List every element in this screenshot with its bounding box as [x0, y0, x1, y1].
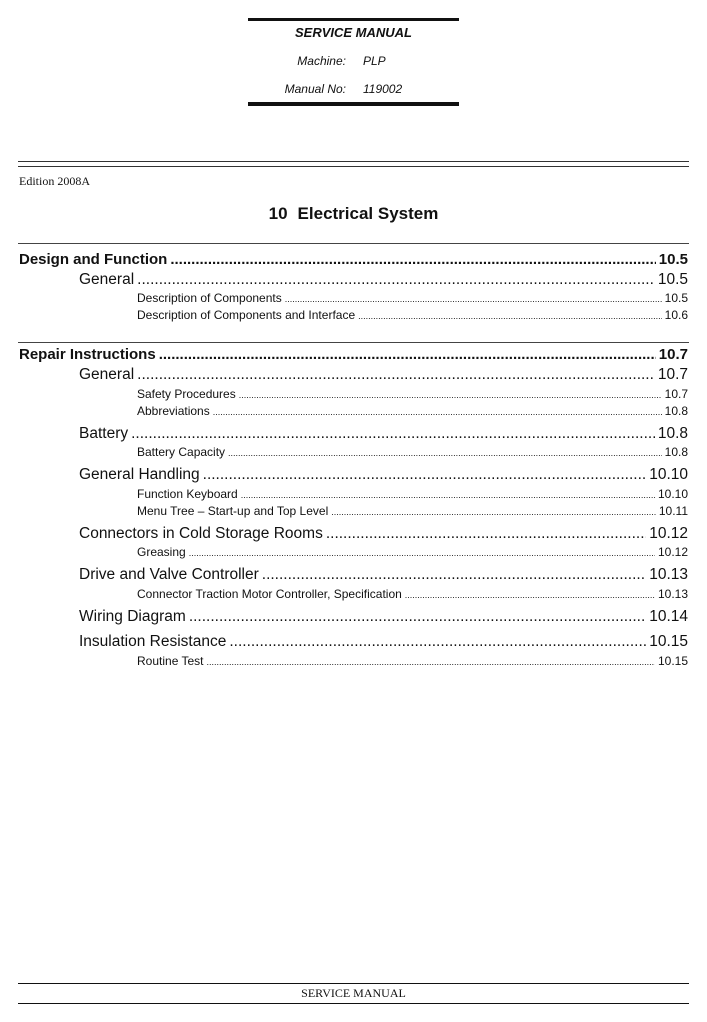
divider-rule — [18, 161, 689, 162]
divider-rule — [18, 166, 689, 167]
toc-section-rule — [18, 342, 689, 343]
toc-entry-title: Abbreviations — [137, 404, 210, 418]
toc-entry-insulation-resistance[interactable] — [79, 633, 688, 652]
toc-entry-page: 10.11 — [658, 504, 688, 518]
footer-rule — [18, 1003, 689, 1004]
chapter-number: 10 — [268, 204, 288, 223]
toc-entry-description-interface[interactable] — [137, 308, 688, 323]
toc-entry-title: Repair Instructions — [19, 346, 156, 363]
machine-value: PLP — [363, 54, 386, 68]
toc-entry-abbreviations[interactable] — [137, 404, 688, 419]
toc-entry-title: Wiring Diagram — [79, 608, 186, 625]
toc-entry-title: Safety Procedures — [137, 387, 236, 401]
toc-entry-page: 10.8 — [664, 445, 688, 459]
toc-entry-page: 10.8 — [657, 425, 688, 442]
toc-entry-title: General Handling — [79, 466, 200, 483]
toc-entry-title: Battery — [79, 425, 129, 442]
toc-entry-menu-tree[interactable] — [137, 504, 688, 519]
toc-entry-page: 10.12 — [657, 545, 688, 559]
machine-label: Machine: — [297, 54, 346, 68]
toc-entry-connectors-cold-storage[interactable] — [79, 525, 688, 544]
toc-entry-greasing[interactable] — [137, 545, 688, 560]
toc-entry-safety-procedures[interactable] — [137, 387, 688, 402]
edition-label: Edition 2008A — [19, 174, 90, 188]
toc-entry-title: General — [79, 366, 135, 383]
toc-entry-title: Menu Tree – Start-up and Top Level — [137, 504, 329, 518]
toc-entry-description-components[interactable] — [137, 291, 688, 306]
toc-entry-page: 10.15 — [649, 633, 688, 650]
toc-entry-design-function[interactable] — [19, 251, 688, 269]
toc-entry-title: Function Keyboard — [137, 487, 238, 501]
toc-entry-page: 10.14 — [649, 608, 688, 625]
toc-entry-general-handling[interactable] — [79, 466, 688, 485]
toc-entry-title: Connector Traction Motor Controller, Specification — [137, 587, 402, 601]
manual-number-value: 119002 — [363, 82, 403, 96]
toc-entry-page: 10.7 — [658, 346, 688, 363]
toc-entry-wiring-diagram[interactable] — [79, 608, 688, 627]
chapter-title: Electrical System — [297, 204, 439, 223]
toc-entry-page: 10.10 — [657, 487, 688, 501]
toc-entry-page: 10.7 — [657, 366, 688, 383]
toc-entry-page: 10.5 — [657, 271, 688, 288]
footer-rule — [18, 983, 689, 984]
manual-title: SERVICE MANUAL — [294, 25, 412, 40]
toc-entry-page: 10.13 — [649, 566, 688, 583]
toc-entry-page: 10.10 — [649, 466, 688, 483]
toc-entry-title: General — [79, 271, 135, 288]
toc-entry-title: Connectors in Cold Storage Rooms — [79, 525, 323, 542]
toc-entry-page: 10.7 — [664, 387, 688, 401]
toc-entry-title: Greasing — [137, 545, 186, 559]
toc-entry-connector-traction-motor[interactable] — [137, 587, 688, 602]
toc-entry-title: Description of Components and Interface — [137, 308, 356, 322]
toc-entry-page: 10.5 — [664, 291, 688, 305]
toc-entry-page: 10.15 — [657, 654, 688, 668]
toc-entry-battery[interactable] — [79, 425, 688, 444]
toc-entry-page: 10.12 — [649, 525, 688, 542]
manual-number-label: Manual No: — [284, 82, 346, 96]
footer-label: SERVICE MANUAL — [301, 986, 406, 1000]
toc-section-rule — [18, 243, 689, 244]
toc-entry-function-keyboard[interactable] — [137, 487, 688, 502]
toc-entry-title: Routine Test — [137, 654, 204, 668]
toc-entry-battery-capacity[interactable] — [137, 445, 688, 460]
toc-entry-repair-instructions[interactable] — [19, 346, 688, 364]
toc-entry-title: Design and Function — [19, 251, 168, 268]
header-bottom-rule — [248, 102, 459, 106]
toc-entry-page: 10.13 — [657, 587, 688, 601]
toc-entry-title: Drive and Valve Controller — [79, 566, 259, 583]
toc-entry-page: 10.8 — [664, 404, 688, 418]
toc-entry-design-general[interactable] — [79, 271, 688, 290]
toc-entry-drive-valve-controller[interactable] — [79, 566, 688, 585]
header-top-rule — [248, 18, 459, 21]
toc-entry-repair-general[interactable] — [79, 366, 688, 385]
toc-entry-page: 10.5 — [658, 251, 688, 268]
chapter-heading — [0, 204, 707, 224]
toc-entry-title: Description of Components — [137, 291, 282, 305]
toc-entry-title: Insulation Resistance — [79, 633, 227, 650]
toc-entry-routine-test[interactable] — [137, 654, 688, 669]
toc-entry-page: 10.6 — [664, 308, 688, 322]
toc-entry-title: Battery Capacity — [137, 445, 226, 459]
